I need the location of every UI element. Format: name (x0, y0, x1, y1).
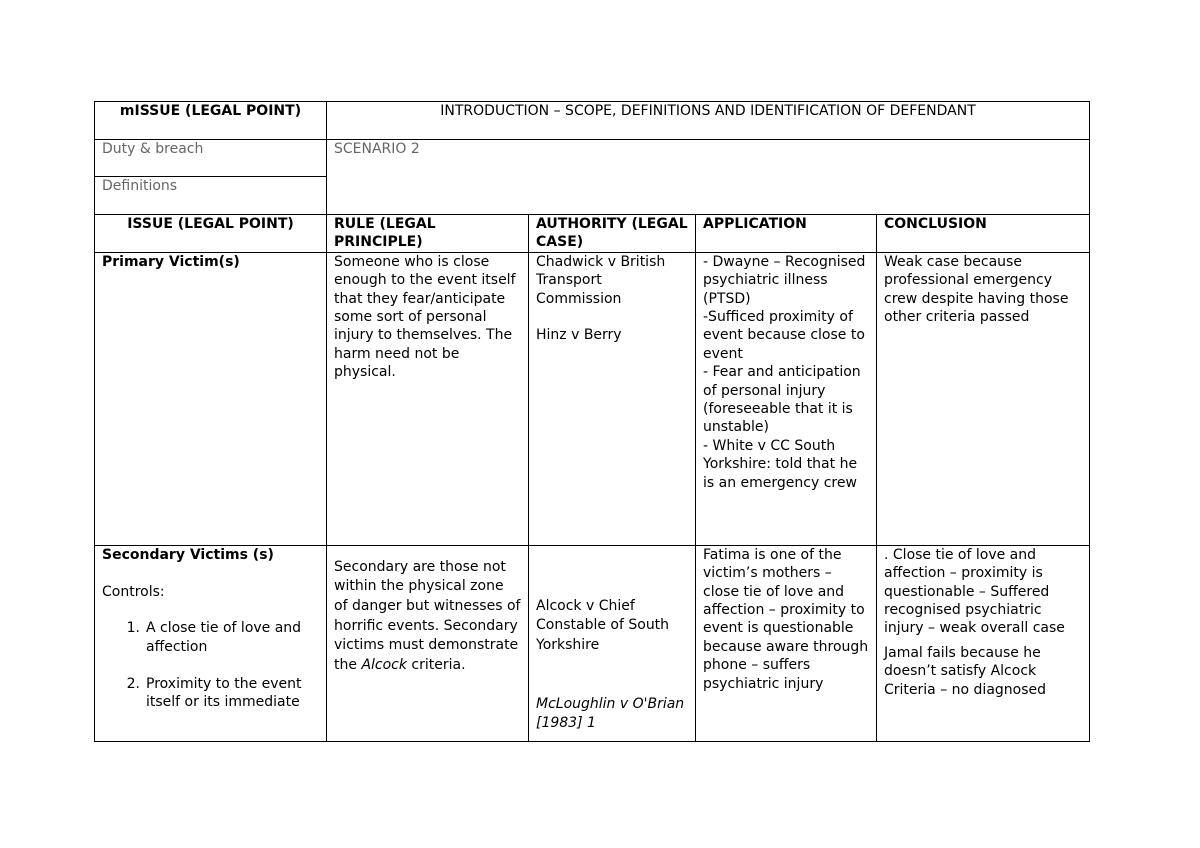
secondary-conclusion-1: . Close tie of love and affection – proximity is questionable – Suffered recognised psychiatric injury – weak overall case (884, 546, 1065, 637)
secondary-authority-2: McLoughlin v O'Brian [1983] 1 (536, 695, 685, 732)
legal-analysis-table (94, 101, 1090, 742)
primary-victim-row (95, 252, 1090, 545)
secondary-rule-italic: Alcock (361, 656, 407, 673)
col-header-issue: ISSUE (LEGAL POINT) (95, 215, 327, 253)
intro-title: INTRODUCTION – SCOPE, DEFINITIONS AND IDENTIFICATION OF DEFENDANT (440, 103, 976, 119)
secondary-conclusion-2: Jamal fails because he doesn’t satisfy Alcock Criteria – no diagnosed (884, 644, 1047, 698)
primary-rule: Someone who is close enough to the event itself that they fear/anticipate some sort of personal injury to themselves. The harm need not be physical. (327, 252, 529, 545)
col-header-authority: AUTHORITY (LEGAL CASE) (529, 215, 696, 253)
secondary-application: Fatima is one of the victim’s mothers – close tie of love and affection – proximity to event is questionable because aware through phone – suffers psychiatric injury (696, 545, 877, 741)
duty-breach-label: Duty & breach (102, 141, 204, 157)
primary-application-line: - Dwayne – Recognised psychiatric illness (PTSD) (703, 253, 866, 307)
secondary-conclusion-cell (877, 545, 1090, 741)
primary-conclusion: Weak case because professional emergency crew despite having those other criteria passed (877, 252, 1090, 545)
definitions-label: Definitions (95, 176, 326, 195)
primary-authority-cell (529, 252, 696, 545)
control-number: 1. (126, 620, 140, 637)
primary-issue: Primary Victim(s) (95, 252, 327, 545)
meta-row (95, 140, 1090, 215)
col-header-application: APPLICATION (696, 215, 877, 253)
primary-application-line: - Fear and anticipation of personal injury (foreseeable that it is unstable) (703, 364, 861, 436)
control-number: 2. (126, 675, 140, 692)
control-item (102, 619, 319, 656)
secondary-issue-cell (95, 545, 327, 741)
scenario-cell (327, 140, 1090, 215)
col-header-conclusion: CONCLUSION (877, 215, 1090, 253)
secondary-rule-cell (327, 545, 529, 741)
control-text: A close tie of love and affection (146, 620, 302, 655)
header-row (95, 102, 1090, 140)
primary-application-cell (696, 252, 877, 545)
intro-title-cell (327, 102, 1090, 140)
meta-left-cell (95, 140, 327, 215)
primary-application-line: - White v CC South Yorkshire: told that he is an emergency crew (703, 437, 858, 491)
control-text: Proximity to the event itself or its immediate (146, 675, 302, 711)
primary-application-line: -Sufficed proximity of event because close to event (703, 309, 865, 362)
secondary-victim-row (95, 545, 1090, 741)
secondary-rule-end: criteria. (406, 656, 466, 673)
header-issue-cell (95, 102, 327, 140)
primary-authority-1: Chadwick v British Transport Commission (536, 253, 666, 307)
primary-authority-2: Hinz v Berry (536, 327, 622, 344)
secondary-rule-text: Secondary are those not within the physical zone of danger but witnesses of horrific events. Secondary victims must demonstrate the (334, 558, 521, 673)
control-item (102, 675, 319, 712)
header-issue-label: mISSUE (LEGAL POINT) (119, 103, 302, 119)
column-header-row (95, 215, 1090, 253)
secondary-issue: Secondary Victims (s) (102, 546, 274, 563)
scenario-label: SCENARIO 2 (334, 141, 420, 157)
secondary-authority-cell (529, 545, 696, 741)
controls-label: Controls: (102, 583, 165, 600)
col-header-rule: RULE (LEGAL PRINCIPLE) (327, 215, 529, 253)
secondary-authority-1: Alcock v Chief Constable of South Yorkshire (536, 597, 670, 653)
